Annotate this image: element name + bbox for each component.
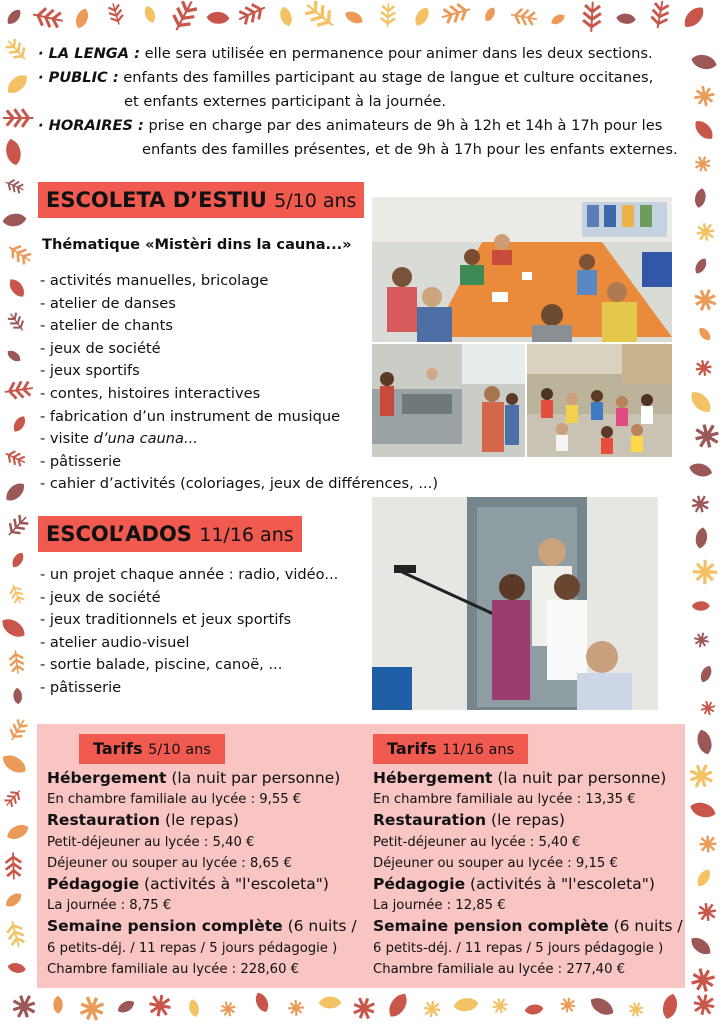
escoleta-theme: Thématique «Mistèri dins la cauna...» xyxy=(42,236,352,253)
journee-price: La journée : 12,85 € xyxy=(373,898,506,914)
escoleta-title: ESCOLETA D’ESTIU xyxy=(46,188,267,212)
list-item: - sortie balade, piscine, canoë, ... xyxy=(40,656,283,674)
pension-detail: 6 petits-déj. / 11 repas / 5 jours pédagogie ) xyxy=(47,940,338,956)
lenga-label: · LA LENGA : xyxy=(38,45,140,62)
horaires-label: · HORAIRES : xyxy=(38,117,144,134)
chambre-price: Chambre familiale au lycée : 277,40 € xyxy=(373,961,626,977)
public-text-2: et enfants externes participant à la journée. xyxy=(124,93,447,110)
pension-note: (6 nuits / xyxy=(608,917,683,936)
tarifs-age: 5/10 ans xyxy=(148,742,211,758)
escolados-age: 11/16 ans xyxy=(199,524,294,546)
dejeuner-price: Déjeuner ou souper au lycée : 9,15 € xyxy=(373,855,618,871)
pedagogie-bold: Pédagogie xyxy=(47,875,140,894)
tarifs-badge xyxy=(79,734,225,764)
list-item: - fabrication d’un instrument de musique xyxy=(40,407,341,425)
hebergement-note: (la nuit par personne) xyxy=(166,769,341,787)
hebergement-bold: Hébergement xyxy=(47,769,167,787)
list-item: - atelier de chants xyxy=(40,317,173,335)
photo-audio-visual xyxy=(372,497,658,710)
pension-note: (6 nuits / xyxy=(282,917,357,936)
visite-italic: d’una cauna... xyxy=(93,430,198,448)
chambre-price: Chambre familiale au lycée : 228,60 € xyxy=(47,961,300,977)
list-item: - jeux sportifs xyxy=(40,362,140,380)
list-item: - atelier audio-visuel xyxy=(40,633,190,651)
pension-detail: 6 petits-déj. / 11 repas / 5 jours pédagogie ) xyxy=(373,940,664,956)
restauration-bold: Restauration xyxy=(47,811,161,830)
tarifs-column-5-10 xyxy=(47,734,357,980)
list-item: - activités manuelles, bricolage xyxy=(40,272,269,289)
journee-price: La journée : 8,75 € xyxy=(47,898,172,914)
tarifs-column-11-16 xyxy=(373,734,683,980)
tarifs-badge xyxy=(373,734,528,764)
tarifs-label: Tarifs xyxy=(387,739,437,758)
info-public xyxy=(38,66,698,90)
escoleta-age: 5/10 ans xyxy=(274,190,357,212)
photo-kitchen xyxy=(372,344,525,457)
list-item: - atelier de danses xyxy=(40,294,176,312)
tarifs-panel xyxy=(37,724,685,988)
hebergement-heading xyxy=(47,768,357,789)
pedagogie-bold: Pédagogie xyxy=(373,875,466,894)
lenga-text: elle sera utilisée en permanence pour animer dans les deux sections. xyxy=(139,45,653,62)
tarifs-label: Tarifs xyxy=(93,739,143,758)
restauration-heading xyxy=(373,810,683,831)
pension-heading xyxy=(373,916,683,937)
escolados-banner xyxy=(38,516,302,552)
list-item: - jeux de société xyxy=(40,339,161,357)
escoleta-banner xyxy=(38,182,364,218)
petitdej-price: Petit-déjeuner au lycée : 5,40 € xyxy=(47,834,255,850)
info-lenga xyxy=(38,42,698,66)
public-label: · PUBLIC : xyxy=(38,69,119,86)
tarifs-age: 11/16 ans xyxy=(442,742,515,758)
list-item: - contes, histoires interactives xyxy=(40,384,261,402)
list-item: - jeux traditionnels et jeux sportifs xyxy=(40,611,292,629)
pedagogie-note: (activités à "l'escoleta") xyxy=(465,875,655,894)
list-item: - un projet chaque année : radio, vidéo... xyxy=(40,566,339,583)
hebergement-bold: Hébergement xyxy=(373,769,493,787)
pension-heading xyxy=(47,916,357,937)
list-item: - pâtisserie xyxy=(40,452,122,470)
info-block xyxy=(38,42,698,162)
list-item: - jeux de société xyxy=(40,588,161,606)
hebergement-heading xyxy=(373,768,683,789)
escolados-title: ESCOL’ADOS xyxy=(46,522,192,546)
escolados-list xyxy=(40,564,338,700)
pedagogie-heading xyxy=(47,874,357,895)
photo-workshop-table xyxy=(372,197,672,342)
pension-bold: Semaine pension complète xyxy=(47,917,283,936)
hebergement-note: (la nuit par personne) xyxy=(492,769,667,787)
public-text-1: enfants des familles participant au stage de langue et culture occitanes, xyxy=(118,69,654,86)
list-item: - pâtisserie xyxy=(40,678,122,696)
visite-text: - visite xyxy=(40,430,94,448)
pedagogie-heading xyxy=(373,874,683,895)
hebergement-price: En chambre familiale au lycée : 13,35 € xyxy=(373,792,636,808)
petitdej-price: Petit-déjeuner au lycée : 5,40 € xyxy=(373,834,581,850)
pedagogie-note: (activités à "l'escoleta") xyxy=(139,875,329,894)
hebergement-price: En chambre familiale au lycée : 9,55 € xyxy=(47,792,302,808)
list-item: - cahier d’activités (coloriages, jeux de différences, ...) xyxy=(40,475,439,493)
restauration-note: (le repas) xyxy=(486,811,565,830)
info-horaires xyxy=(38,114,698,138)
horaires-text-1: prise en charge par des animateurs de 9h à 12h et 14h à 17h pour les xyxy=(143,117,663,134)
restauration-heading xyxy=(47,810,357,831)
photo-courtyard xyxy=(527,344,672,457)
horaires-text-2: enfants des familles présentes, et de 9h à 17h pour les enfants externes. xyxy=(142,141,678,158)
dejeuner-price: Déjeuner ou souper au lycée : 8,65 € xyxy=(47,855,292,871)
restauration-bold: Restauration xyxy=(373,811,487,830)
pension-bold: Semaine pension complète xyxy=(373,917,609,936)
restauration-note: (le repas) xyxy=(160,811,239,830)
